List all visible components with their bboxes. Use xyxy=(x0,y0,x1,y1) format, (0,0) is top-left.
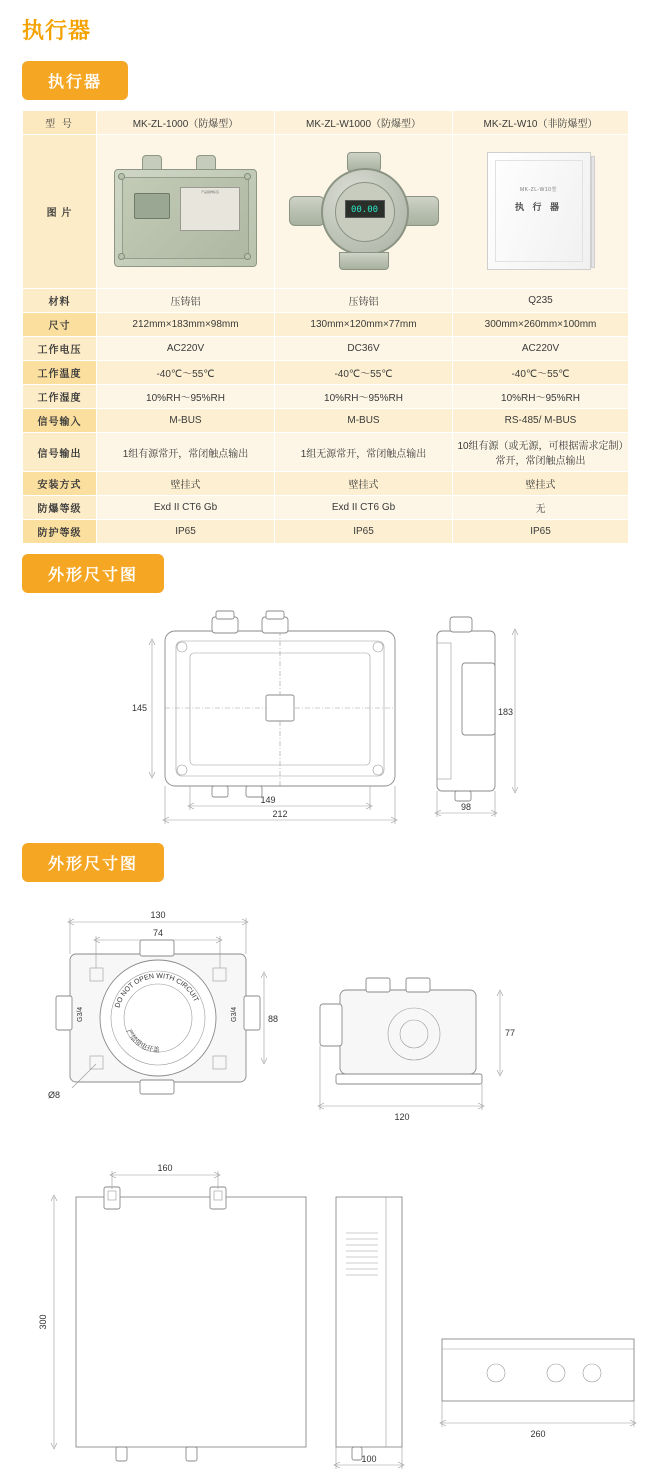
model-1: MK-ZL-1000（防爆型） xyxy=(97,111,275,135)
model-3: MK-ZL-W10（非防爆型） xyxy=(453,111,629,135)
row-value: AC220V xyxy=(97,337,275,361)
cabinet-name-text: 执 行 器 xyxy=(514,201,562,212)
spec-table-wrapper xyxy=(0,110,650,544)
row-value: IP65 xyxy=(275,520,453,544)
table-row xyxy=(23,361,629,385)
product-nameplate: 产品铭牌标签 xyxy=(180,187,240,231)
dim-88: 88 xyxy=(268,1014,279,1024)
ring-warning-text-en: DO NOT OPEN WITH CIRCUIT xyxy=(114,972,200,1009)
table-row xyxy=(23,337,629,361)
table-row xyxy=(23,409,629,433)
dim-hole-d8: Ø8 xyxy=(48,1090,61,1100)
row-value: 1组无源常开，常闭触点输出 xyxy=(275,433,453,472)
dimension-drawing-2 xyxy=(0,892,650,1157)
table-row xyxy=(23,520,629,544)
product-image-1 xyxy=(97,135,275,289)
header-label: 型 号 xyxy=(23,111,97,135)
row-value: -40℃～55℃ xyxy=(453,361,629,385)
dim-77: 77 xyxy=(505,1028,516,1038)
section-tag-dimensions-2: 外形尺寸图 xyxy=(22,843,164,882)
table-row xyxy=(23,433,629,472)
table-row xyxy=(23,289,629,313)
row-label: 安装方式 xyxy=(23,472,97,496)
dimension-drawing-3 xyxy=(0,1157,650,1477)
row-value: DC36V xyxy=(275,337,453,361)
ring-warning-text-cn: 严禁带电开盖 xyxy=(124,1028,160,1055)
section-tag-dimensions-1: 外形尺寸图 xyxy=(22,554,164,593)
row-value: 212mm×183mm×98mm xyxy=(97,313,275,337)
image-row-label: 图 片 xyxy=(23,135,97,289)
page-title: 执行器 xyxy=(22,18,92,43)
row-value: Q235 xyxy=(453,289,629,313)
row-value: AC220V xyxy=(453,337,629,361)
row-label: 工作温度 xyxy=(23,361,97,385)
row-value: -40℃～55℃ xyxy=(97,361,275,385)
row-value: 无 xyxy=(453,496,629,520)
table-row xyxy=(23,496,629,520)
table-row xyxy=(23,385,629,409)
row-label: 尺寸 xyxy=(23,313,97,337)
row-value: -40℃～55℃ xyxy=(275,361,453,385)
table-row xyxy=(23,313,629,337)
row-value: IP65 xyxy=(453,520,629,544)
row-value: 10%RH～95%RH xyxy=(275,385,453,409)
dim-183: 183 xyxy=(498,707,514,717)
row-value: 10组有源（或无源，可根据需求定制）常开，常闭触点输出 xyxy=(453,433,629,472)
row-label: 工作电压 xyxy=(23,337,97,361)
table-row xyxy=(23,472,629,496)
model-2: MK-ZL-W1000（防爆型） xyxy=(275,111,453,135)
row-label: 信号输入 xyxy=(23,409,97,433)
row-value: 1组有源常开，常闭触点输出 xyxy=(97,433,275,472)
row-value: 130mm×120mm×77mm xyxy=(275,313,453,337)
dimension-drawing-1 xyxy=(0,603,650,833)
row-label: 工作湿度 xyxy=(23,385,97,409)
row-label: 防爆等级 xyxy=(23,496,97,520)
table-row-header xyxy=(23,111,629,135)
row-value: Exd II CT6 Gb xyxy=(275,496,453,520)
dim-212: 212 xyxy=(272,809,288,819)
row-value: 300mm×260mm×100mm xyxy=(453,313,629,337)
table-row-images xyxy=(23,135,629,289)
row-value: 壁挂式 xyxy=(97,472,275,496)
dim-160: 160 xyxy=(157,1163,173,1173)
dim-120: 120 xyxy=(394,1112,410,1122)
dim-74: 74 xyxy=(152,928,164,938)
thread-label-right: G3/4 xyxy=(231,1006,238,1022)
product-image-3 xyxy=(453,135,629,289)
dim-130: 130 xyxy=(150,910,166,920)
dim-149: 149 xyxy=(260,795,276,805)
row-value: RS-485/ M-BUS xyxy=(453,409,629,433)
row-value: M-BUS xyxy=(275,409,453,433)
thread-label-left: G3/4 xyxy=(77,1006,84,1022)
row-label: 防护等级 xyxy=(23,520,97,544)
dim-260: 260 xyxy=(530,1429,546,1439)
row-value: 压铸铝 xyxy=(97,289,275,313)
dim-145: 145 xyxy=(132,703,148,713)
cabinet-model-text: MK-ZL-W10型 xyxy=(520,186,557,193)
product-image-2 xyxy=(275,135,453,289)
row-value: Exd II CT6 Gb xyxy=(97,496,275,520)
dim-100: 100 xyxy=(361,1454,377,1464)
dim-300: 300 xyxy=(38,1314,48,1330)
row-value: 壁挂式 xyxy=(275,472,453,496)
row-value: 10%RH～95%RH xyxy=(97,385,275,409)
row-value: 压铸铝 xyxy=(275,289,453,313)
section-tag-actuator: 执行器 xyxy=(22,61,128,100)
dim-98: 98 xyxy=(460,802,472,812)
row-value: 壁挂式 xyxy=(453,472,629,496)
row-label: 材料 xyxy=(23,289,97,313)
row-value: M-BUS xyxy=(97,409,275,433)
row-value: IP65 xyxy=(97,520,275,544)
device-display: 00.00 xyxy=(345,200,385,218)
row-label: 信号输出 xyxy=(23,433,97,472)
row-value: 10%RH～95%RH xyxy=(453,385,629,409)
spec-table xyxy=(22,110,629,544)
